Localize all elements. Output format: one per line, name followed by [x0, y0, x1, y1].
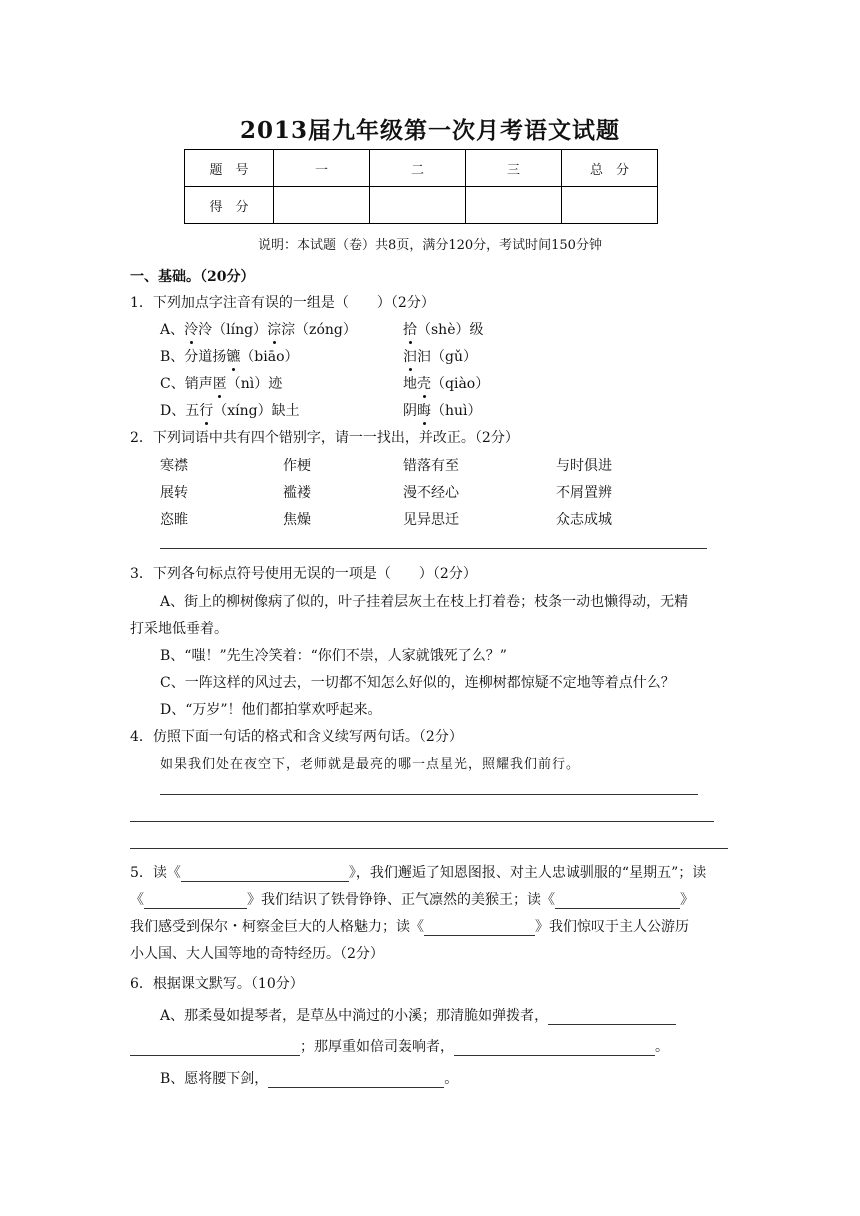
q2-word: 漫不经心 — [403, 485, 459, 501]
q2-word: 与时俱进 — [556, 458, 612, 474]
header-cell: 总 分 — [562, 150, 658, 187]
q6-blank[interactable] — [548, 1010, 676, 1025]
score-table-header-row — [185, 150, 658, 187]
q2-word: 众志成城 — [556, 512, 612, 528]
question-3-stem: 3．下列各句标点符号使用无误的一项是（ ）（2分） — [130, 566, 477, 582]
question-6-stem: 6．根据课文默写。（10分） — [130, 976, 304, 992]
q1-option-c-right: 地壳（qiào） — [403, 373, 489, 393]
q4-example-sentence: 如果我们处在夜空下，老师就是最亮的哪一点星光，照耀我们前行。 — [160, 757, 581, 772]
q3-option-a: A、街上的柳树像病了似的，叶子挂着层灰土在枝上打着卷；枝条一动也懒得动，无精 — [160, 594, 689, 610]
q6-part-b-line-1: B、愿将腰下剑， 。 — [160, 1071, 459, 1087]
q2-word: 寒襟 — [160, 458, 188, 474]
q1-option-c: C、销声匿（nì）迹 — [160, 373, 282, 393]
q2-word: 恣睢 — [160, 512, 188, 528]
question-5-line-3: 我们感受到保尔・柯察金巨大的人格魅力；读《 》我们惊叹于主人公游历 — [130, 919, 689, 935]
q5-blank[interactable] — [181, 867, 349, 882]
score-cell[interactable] — [370, 187, 466, 224]
exam-instructions: 说明：本试题（卷）共8页，满分120分，考试时间150分钟 — [258, 238, 602, 253]
q2-word: 展转 — [160, 485, 188, 501]
q2-word: 褴褛 — [283, 485, 311, 501]
header-cell: 二 — [370, 150, 466, 187]
q6-blank[interactable] — [268, 1073, 444, 1088]
q2-answer-line[interactable] — [160, 548, 707, 549]
q2-word: 焦燥 — [283, 512, 311, 528]
question-2-stem: 2．下列词语中共有四个错别字，请一一找出，并改正。（2分） — [130, 430, 519, 446]
q2-word: 不屑置辨 — [556, 485, 612, 501]
q6-blank[interactable] — [454, 1041, 655, 1056]
q6-part-a-line-2: ；那厚重如倍司轰响者， 。 — [130, 1036, 669, 1056]
q1-option-b-right: 汩汩（gǔ） — [403, 346, 477, 366]
q6-part-a-line-1: A、那柔曼如提琴者，是草丛中淌过的小溪；那清脆如弹拨者， — [160, 1005, 676, 1025]
q5-blank[interactable] — [424, 921, 535, 936]
q3-option-c: C、一阵这样的风过去，一切都不知怎么好似的，连柳树都惊疑不定地等着点什么？ — [160, 675, 675, 691]
score-table — [184, 149, 658, 224]
question-1-stem: 1．下列加点字注音有误的一组是（ ）（2分） — [130, 295, 435, 311]
q4-answer-line[interactable] — [160, 794, 698, 795]
header-cell: 题 号 — [185, 150, 274, 187]
q2-word: 错落有至 — [403, 458, 459, 474]
question-5-line-4: 小人国、大人国等地的奇特经历。（2分） — [130, 946, 384, 962]
score-cell[interactable] — [466, 187, 562, 224]
q4-answer-line[interactable] — [130, 848, 728, 849]
section-heading: 一、基础。（20分） — [130, 269, 255, 285]
q2-word: 见异思迁 — [403, 512, 459, 528]
score-cell[interactable] — [274, 187, 370, 224]
q3-option-d: D、“万岁”！他们都拍掌欢呼起来。 — [160, 702, 382, 718]
q6-blank[interactable] — [130, 1041, 300, 1056]
header-cell: 三 — [466, 150, 562, 187]
header-cell: 一 — [274, 150, 370, 187]
q1-option-a-right: 拾（shè）级 — [403, 319, 484, 339]
score-cell[interactable] — [562, 187, 658, 224]
q1-option-b: B、分道扬镳（biāo） — [160, 346, 299, 366]
score-row-label: 得 分 — [185, 187, 274, 224]
question-4-stem: 4．仿照下面一句话的格式和含义续写两句话。（2分） — [130, 729, 463, 745]
q2-word: 作梗 — [283, 458, 311, 474]
q4-answer-line[interactable] — [130, 821, 714, 822]
q1-option-a: A、泠泠（líng）淙淙（zóng） — [160, 319, 357, 339]
q1-option-d-right: 阴晦（huì） — [403, 400, 482, 420]
q5-blank[interactable] — [144, 894, 247, 909]
score-table-score-row — [185, 187, 658, 224]
q5-blank[interactable] — [555, 894, 680, 909]
question-5-line-1: 5．读《 》，我们邂逅了知恩图报、对主人忠诚驯服的“星期五”；读 — [130, 865, 707, 881]
question-5-line-2: 《 》我们结识了铁骨铮铮、正气凛然的美猴王；读《 》 — [130, 892, 694, 908]
exam-title: 2013届九年级第一次月考语文试题 — [239, 117, 620, 144]
q3-option-a-cont: 打采地低垂着。 — [130, 621, 228, 637]
q1-option-d: D、五行（xíng）缺土 — [160, 400, 300, 420]
q3-option-b: B、“嗤！”先生冷笑着：“你们不崇，人家就饿死了么？” — [160, 648, 507, 664]
